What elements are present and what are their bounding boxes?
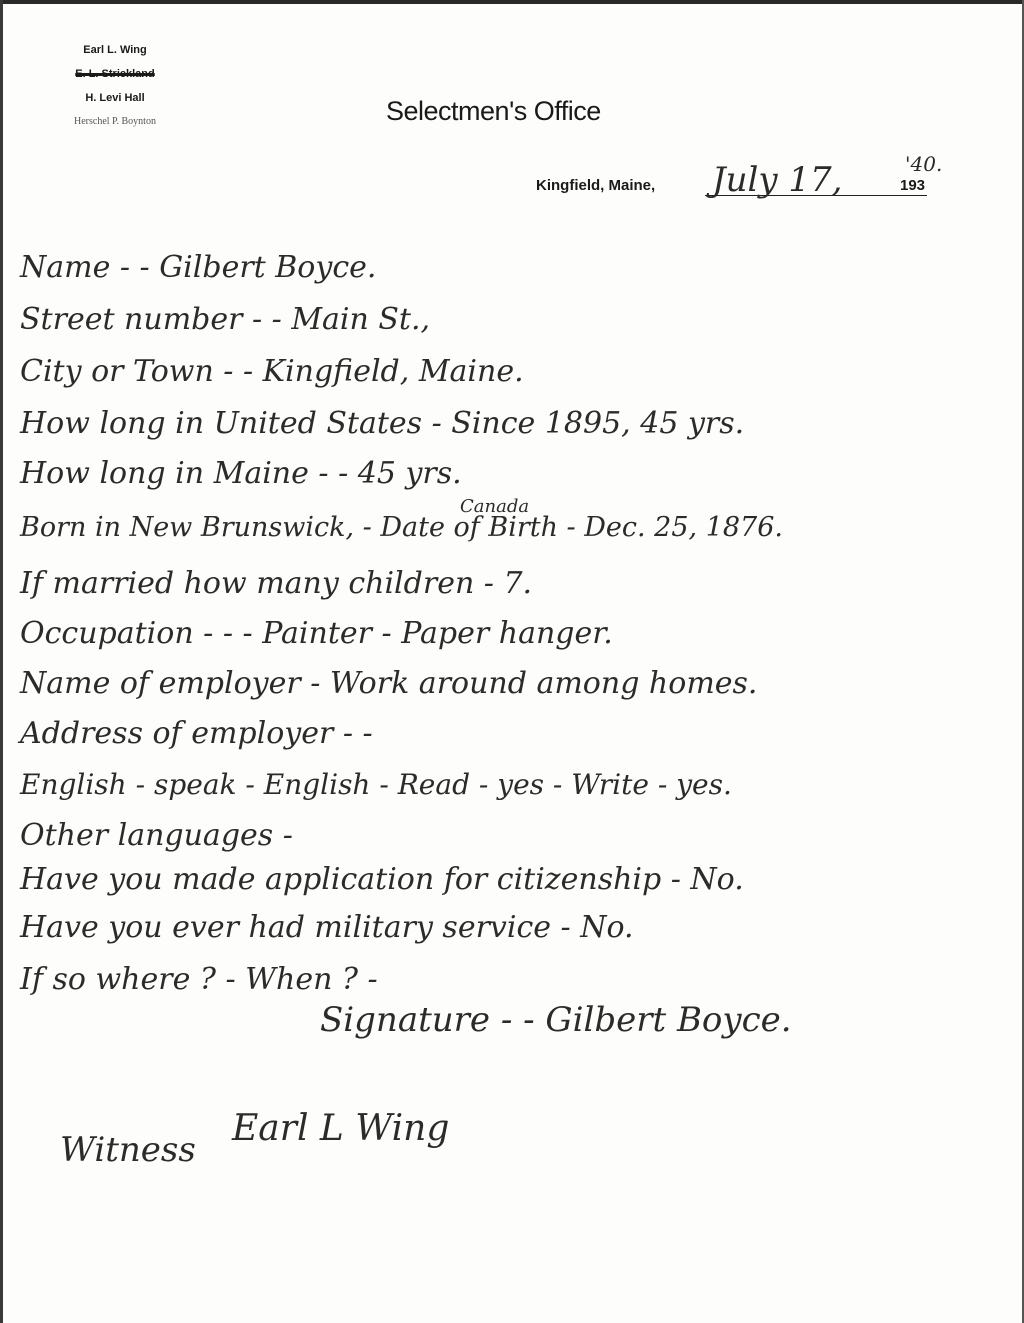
dateline-year-prefix: 193 xyxy=(900,177,926,194)
scan-border-top xyxy=(0,0,1024,4)
dateline-place: Kingfield, Maine, xyxy=(536,177,656,194)
selectman-name-struck: E. L. Strickland xyxy=(75,68,155,80)
form-line-occupation: Occupation - - - Painter - Paper hanger. xyxy=(20,616,613,651)
form-line-children: If married how many children - 7. xyxy=(20,566,533,601)
form-line-street: Street number - - Main St., xyxy=(20,302,431,337)
selectman-name: Herschel P. Boynton xyxy=(74,116,156,127)
office-title: Selectmen's Office xyxy=(386,96,601,126)
form-line-other-languages: Other languages - xyxy=(20,818,293,853)
selectman-name: H. Levi Hall xyxy=(85,92,145,104)
form-line-english: English - speak - English - Read - yes - Write - yes. xyxy=(20,768,732,801)
applicant-signature: Signature - - Gilbert Boyce. xyxy=(320,1000,792,1040)
form-line-employer: Name of employer - Work around among homes. xyxy=(20,666,758,701)
selectman-name: Earl L. Wing xyxy=(83,44,147,56)
witness-signature: Earl L Wing xyxy=(232,1108,450,1149)
form-line-where-when: If so where ? - When ? - xyxy=(20,962,378,997)
witness-label: Witness xyxy=(60,1130,196,1170)
scan-border-left xyxy=(0,0,3,1323)
form-line-employer-address: Address of employer - - xyxy=(20,716,373,751)
form-line-us-residence: How long in United States - Since 1895, 45 yrs. xyxy=(20,406,745,441)
handwritten-date: July 17, xyxy=(712,160,843,200)
inserted-note-canada: Canada xyxy=(460,496,530,517)
form-line-maine-residence: How long in Maine - - 45 yrs. xyxy=(20,456,462,491)
form-line-name: Name - - Gilbert Boyce. xyxy=(20,250,377,285)
form-line-birth: Born in New Brunswick, - Date of Birth - Dec. 25, 1876. xyxy=(20,512,783,543)
selectmen-names xyxy=(40,38,190,134)
handwritten-year: '40. xyxy=(905,152,943,176)
form-line-city: City or Town - - Kingfield, Maine. xyxy=(20,354,524,389)
form-line-military: Have you ever had military service - No. xyxy=(20,910,634,945)
form-line-citizenship: Have you made application for citizenship - No. xyxy=(20,862,744,897)
